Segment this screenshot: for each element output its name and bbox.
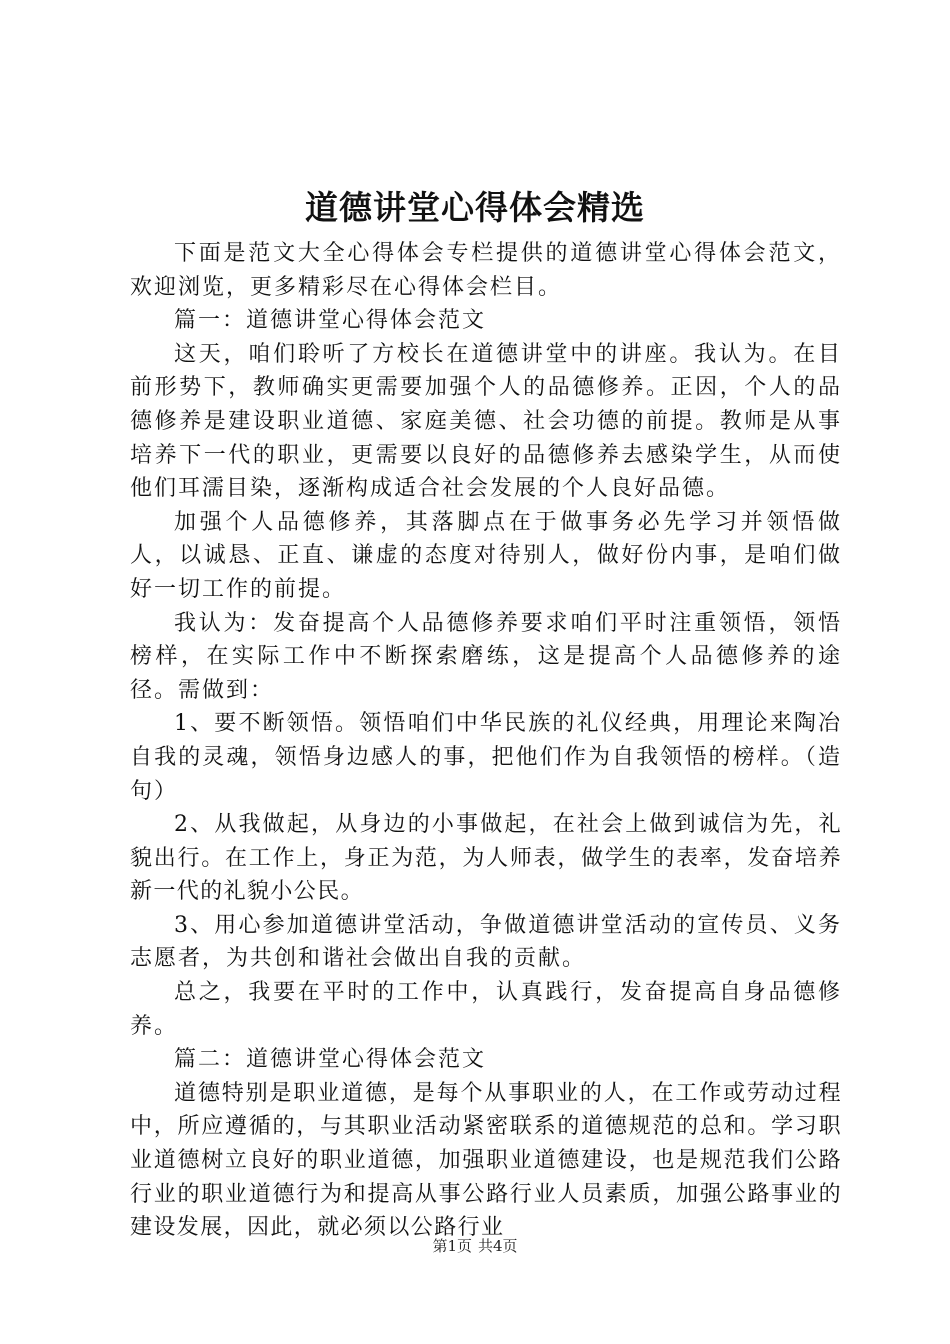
list-item: 2、从我做起，从身边的小事做起，在社会上做到诚信为先，礼貌出行。在工作上，身正为范，为人师表，做学生的表率，发奋培养新一代的礼貌小公民。 — [130, 812, 842, 905]
paragraph: 道德特别是职业道德，是每个从事职业的人，在工作或劳动过程中，所应遵循的，与其职业活动紧密联系的道德规范的总和。学习职业道德树立良好的职业道德，加强职业道德建设，也是规范我们公路行业的职业道德行为和提高从事公路行业人员素质，加强公路事业的建设发展，因此，就必须以公路行业 — [130, 1080, 842, 1241]
document-body — [130, 237, 842, 1245]
page-number: 第1页 — [432, 1237, 472, 1255]
paragraph: 加强个人品德修养，其落脚点在于做事务必先学习并领悟做人，以诚恳、正直、谦虚的态度对待别人，做好份内事，是咱们做好一切工作的前提。 — [130, 509, 842, 602]
page-footer — [0, 1236, 950, 1256]
section-heading-1: 篇一：道德讲堂心得体会范文 — [174, 308, 487, 334]
paragraph: 我认为：发奋提高个人品德修养要求咱们平时注重领悟，领悟榜样，在实际工作中不断探索磨练，这是提高个人品德修养的途径。需做到： — [130, 610, 842, 703]
paragraph-intro: 下面是范文大全心得体会专栏提供的道德讲堂心得体会范文，欢迎浏览，更多精彩尽在心得体会栏目。 — [130, 241, 842, 300]
section-heading-2: 篇二：道德讲堂心得体会范文 — [174, 1047, 487, 1073]
list-item: 3、用心参加道德讲堂活动，争做道德讲堂活动的宣传员、义务志愿者，为共创和谐社会做出自我的贡献。 — [130, 912, 842, 972]
paragraph: 总之，我要在平时的工作中，认真践行，发奋提高自身品德修养。 — [130, 980, 842, 1039]
paragraph: 这天，咱们聆听了方校长在道德讲堂中的讲座。我认为。在目前形势下，教师确实更需要加强个人的品德修养。正因，个人的品德修养是建设职业道德、家庭美德、社会功德的前提。教师是从事培养下一代的职业，更需要以良好的品德修养去感染学生，从而使他们耳濡目染，逐渐构成适合社会发展的个人良好品德。 — [130, 341, 842, 502]
document-title: 道德讲堂心得体会精选 — [305, 188, 645, 227]
page-total: 共4页 — [478, 1237, 518, 1255]
list-item: 1、要不断领悟。领悟咱们中华民族的礼仪经典，用理论来陶冶自我的灵魂，领悟身边感人的事，把他们作为自我领悟的榜样。（造句） — [130, 711, 842, 804]
